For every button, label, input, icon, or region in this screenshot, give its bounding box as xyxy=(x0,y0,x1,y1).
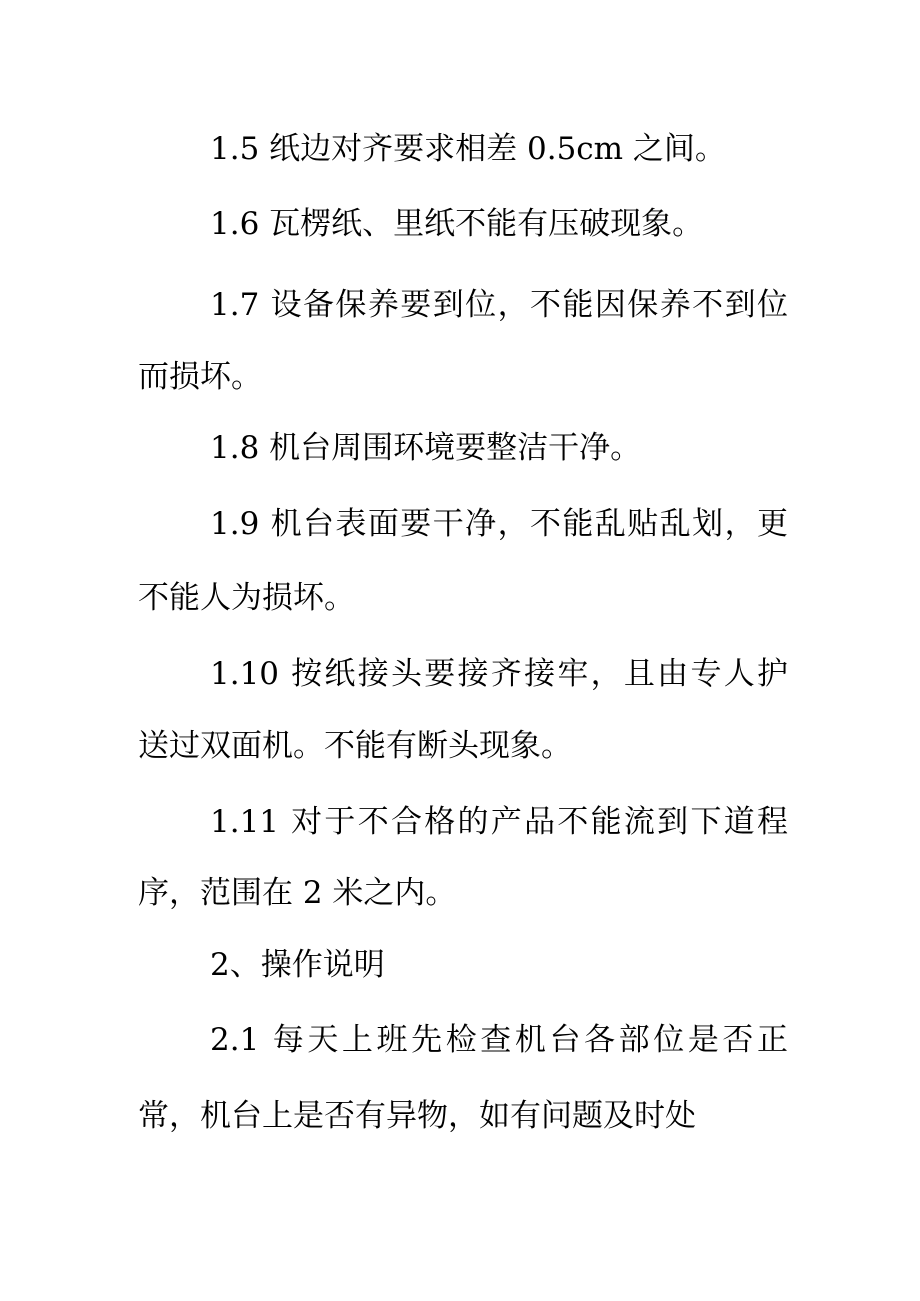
paragraph-1-10-line-2: 送过双面机。不能有断头现象。 xyxy=(138,728,572,764)
paragraph-1-5: 1.5 纸边对齐要求相差 0.5cm 之间。 xyxy=(210,131,726,167)
paragraph-1-10-line-1: 1.10 按纸接头要接齐接牢，且由专人护 xyxy=(210,656,788,692)
paragraph-1-6: 1.6 瓦楞纸、里纸不能有压破现象。 xyxy=(210,206,704,242)
paragraph-1-9-line-1: 1.9 机台表面要干净，不能乱贴乱划，更 xyxy=(210,506,788,542)
paragraph-1-7-line-2: 而损坏。 xyxy=(138,359,262,395)
section-heading-2: 2、操作说明 xyxy=(210,947,385,983)
paragraph-1-11-line-2: 序，范围在 2 米之内。 xyxy=(138,875,457,911)
paragraph-1-11-line-1: 1.11 对于不合格的产品不能流到下道程 xyxy=(210,804,788,840)
paragraph-2-1-line-1: 2.1 每天上班先检查机台各部位是否正 xyxy=(210,1022,788,1058)
paragraph-1-9-line-2: 不能人为损坏。 xyxy=(138,580,355,616)
paragraph-1-8: 1.8 机台周围环境要整洁干净。 xyxy=(210,430,642,466)
paragraph-1-7-line-1: 1.7 设备保养要到位，不能因保养不到位 xyxy=(210,287,788,323)
paragraph-2-1-line-2: 常，机台上是否有异物，如有问题及时处 xyxy=(138,1098,696,1134)
